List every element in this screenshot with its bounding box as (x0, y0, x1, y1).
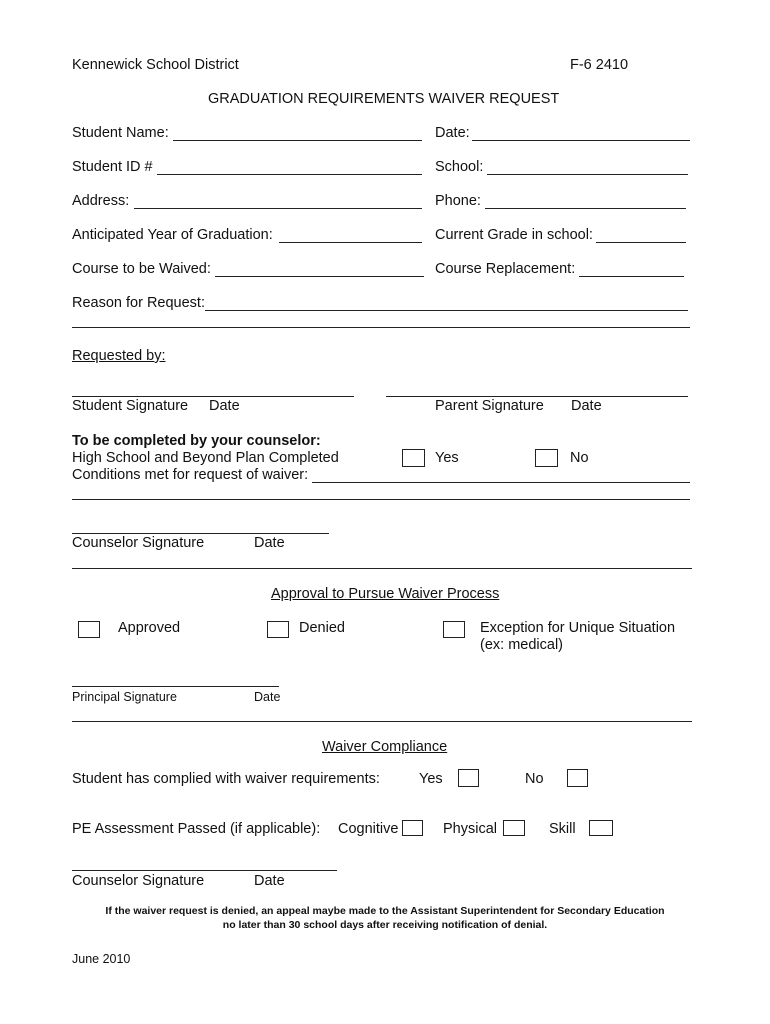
plan-yes-checkbox[interactable] (402, 449, 425, 467)
course-waived-label: Course to be Waived: (72, 261, 211, 277)
principal-signature-label: Principal Signature (72, 690, 177, 704)
cognitive-label: Cognitive (338, 821, 399, 837)
anticipated-year-field[interactable] (279, 242, 422, 243)
plan-no-checkbox[interactable] (535, 449, 558, 467)
phone-field[interactable] (485, 208, 686, 209)
counselor-date-label: Date (254, 535, 285, 551)
principal-date-label: Date (254, 690, 281, 704)
pe-assessment-label: PE Assessment Passed (if applicable): (72, 821, 321, 837)
skill-label: Skill (549, 821, 576, 837)
parent-date-label: Date (571, 398, 602, 414)
plan-completed-label: High School and Beyond Plan Completed (72, 450, 339, 466)
denied-checkbox[interactable] (267, 621, 289, 638)
anticipated-year-label: Anticipated Year of Graduation: (72, 227, 273, 243)
compliance-signature-label: Counselor Signature (72, 873, 205, 889)
reason-field[interactable] (205, 310, 688, 311)
complied-no-checkbox[interactable] (567, 769, 588, 787)
date-label: Date: (435, 125, 470, 141)
physical-label: Physical (443, 821, 497, 837)
school-field[interactable] (487, 174, 688, 175)
complied-label: Student has complied with waiver requirements: (72, 771, 380, 787)
address-label: Address: (72, 193, 130, 209)
district-name: Kennewick School District (72, 57, 239, 73)
complied-no-label: No (525, 771, 544, 787)
reason-field-line-2[interactable] (72, 327, 690, 328)
course-replacement-label: Course Replacement: (435, 261, 576, 277)
section-divider (72, 568, 692, 569)
parent-signature-line[interactable] (386, 396, 688, 397)
requested-by-heading: Requested by: (72, 348, 166, 364)
student-id-field[interactable] (157, 174, 422, 175)
form-id: F-6 2410 (570, 57, 629, 73)
school-label: School: (435, 159, 484, 175)
parent-signature-label: Parent Signature (435, 398, 544, 414)
plan-yes-label: Yes (435, 450, 459, 466)
phone-label: Phone: (435, 193, 481, 209)
compliance-date-label: Date (254, 873, 285, 889)
principal-signature-line[interactable] (72, 686, 279, 687)
section-divider-2 (72, 721, 692, 722)
complied-yes-label: Yes (419, 771, 443, 787)
conditions-field[interactable] (312, 482, 690, 483)
compliance-signature-line[interactable] (72, 870, 337, 871)
cognitive-checkbox[interactable] (402, 820, 423, 836)
student-name-field[interactable] (173, 140, 422, 141)
date-field[interactable] (472, 140, 690, 141)
plan-no-label: No (570, 450, 589, 466)
student-date-label: Date (209, 398, 240, 414)
student-id-label: Student ID # (72, 159, 153, 175)
approved-label: Approved (118, 620, 181, 636)
reason-label: Reason for Request: (72, 295, 205, 311)
skill-checkbox[interactable] (589, 820, 613, 836)
physical-checkbox[interactable] (503, 820, 525, 836)
denied-label: Denied (299, 620, 345, 636)
counselor-heading: To be completed by your counselor: (72, 433, 321, 449)
current-grade-label: Current Grade in school: (435, 227, 593, 243)
appeal-note-line-1: If the waiver request is denied, an appeal maybe made to the Assistant Superintendent for Secondary Education (105, 905, 665, 917)
course-waived-field[interactable] (215, 276, 424, 277)
conditions-field-line-2[interactable] (72, 499, 690, 500)
approved-checkbox[interactable] (78, 621, 100, 638)
student-name-label: Student Name: (72, 125, 169, 141)
revision-date: June 2010 (72, 952, 131, 966)
page-title: GRADUATION REQUIREMENTS WAIVER REQUEST (208, 91, 560, 107)
exception-checkbox[interactable] (443, 621, 465, 638)
counselor-signature-label: Counselor Signature (72, 535, 205, 551)
student-signature-label: Student Signature (72, 398, 189, 414)
counselor-signature-line[interactable] (72, 533, 329, 534)
current-grade-field[interactable] (596, 242, 686, 243)
exception-example-label: (ex: medical) (480, 637, 563, 653)
student-signature-line[interactable] (72, 396, 354, 397)
address-field[interactable] (134, 208, 422, 209)
conditions-label: Conditions met for request of waiver: (72, 467, 309, 483)
exception-label: Exception for Unique Situation (480, 620, 676, 636)
appeal-note-line-2: no later than 30 school days after receiving notification of denial. (222, 919, 548, 931)
course-replacement-field[interactable] (579, 276, 684, 277)
compliance-heading: Waiver Compliance (322, 739, 448, 755)
approval-heading: Approval to Pursue Waiver Process (271, 586, 500, 602)
complied-yes-checkbox[interactable] (458, 769, 479, 787)
